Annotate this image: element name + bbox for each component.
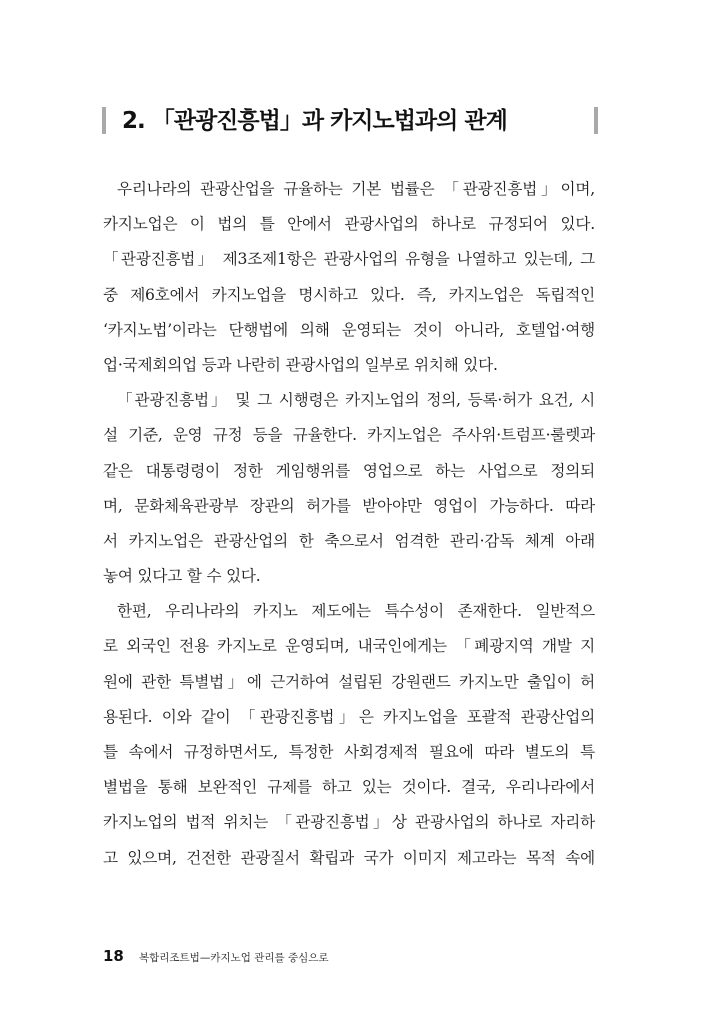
heading-right-bar: [594, 107, 598, 134]
body-text: [103, 172, 595, 876]
paragraph-2: [103, 383, 595, 594]
paragraph-line: 「관광진흥법」 제3조제1항은 관광사업의 유형을 나열하고 있는데, 그: [103, 250, 595, 269]
paragraph-line: 중 제6호에서 카지노업을 명시하고 있다. 즉, 카지노업은 독립적인: [103, 285, 595, 304]
paragraph-line: 용된다. 이와 같이 「관광진흥법」은 카지노업을 포괄적 관광산업의: [103, 707, 595, 726]
paragraph-line: 우리나라의 관광산업을 규율하는 기본 법률은 「관광진흥법」이며,: [117, 180, 595, 198]
paragraph-line: 서 카지노업은 관광산업의 한 축으로서 엄격한 관리·감독 체계 아래: [103, 531, 595, 550]
paragraph-line: 「관광진흥법」 및 그 시행령은 카지노업의 정의, 등록·허가 요건, 시: [117, 391, 595, 410]
paragraph-3: [103, 594, 595, 876]
page-footer: [103, 946, 329, 965]
paragraph-line: 원에 관한 특별법」에 근거하여 설립된 강원랜드 카지노만 출입이 허: [103, 672, 595, 691]
paragraph-line: 틀 속에서 규정하면서도, 특정한 사회경제적 필요에 따라 별도의 특: [103, 743, 595, 761]
paragraph-line: 한편, 우리나라의 카지노 제도에는 특수성이 존재한다. 일반적으: [117, 602, 595, 621]
paragraph-1: [103, 172, 595, 383]
section-title: 2. 「관광진흥법」과 카지노법과의 관계: [122, 108, 507, 134]
page-number: 18: [103, 947, 124, 965]
paragraph-line: 설 기준, 운영 규정 등을 규율한다. 카지노업은 주사위·트럼프·룰렛과: [103, 426, 595, 445]
paragraph-line: 며, 문화체육관광부 장관의 허가를 받아야만 영업이 가능하다. 따라: [103, 496, 595, 515]
paragraph-line: ‘카지노법’이라는 단행법에 의해 운영되는 것이 아니라, 호텔업·여행: [103, 320, 595, 339]
section-heading: [100, 104, 600, 138]
paragraph-line: 별법을 통해 보완적인 규제를 하고 있는 것이다. 결국, 우리나라에서: [103, 778, 595, 797]
heading-left-bar: [102, 107, 106, 134]
paragraph-line: 카지노업의 법적 위치는 「관광진흥법」상 관광사업의 하나로 자리하: [103, 813, 595, 832]
paragraph-line: 로 외국인 전용 카지노로 운영되며, 내국인에게는 「폐광지역 개발 지: [103, 637, 595, 656]
paragraph-line: 고 있으며, 건전한 관광질서 확립과 국가 이미지 제고라는 목적 속에: [103, 848, 595, 867]
paragraph-line: 같은 대통령령이 정한 게임행위를 영업으로 하는 사업으로 정의되: [103, 461, 595, 480]
paragraph-line: 놓여 있다고 할 수 있다.: [103, 567, 261, 586]
paragraph-line: 카지노업은 이 법의 틀 안에서 관광사업의 하나로 규정되어 있다.: [103, 215, 595, 234]
running-title: 복합리조트법—카지노업 관리를 중심으로: [138, 952, 329, 964]
paragraph-line: 업·국제회의업 등과 나란히 관광사업의 일부로 위치해 있다.: [103, 355, 498, 374]
